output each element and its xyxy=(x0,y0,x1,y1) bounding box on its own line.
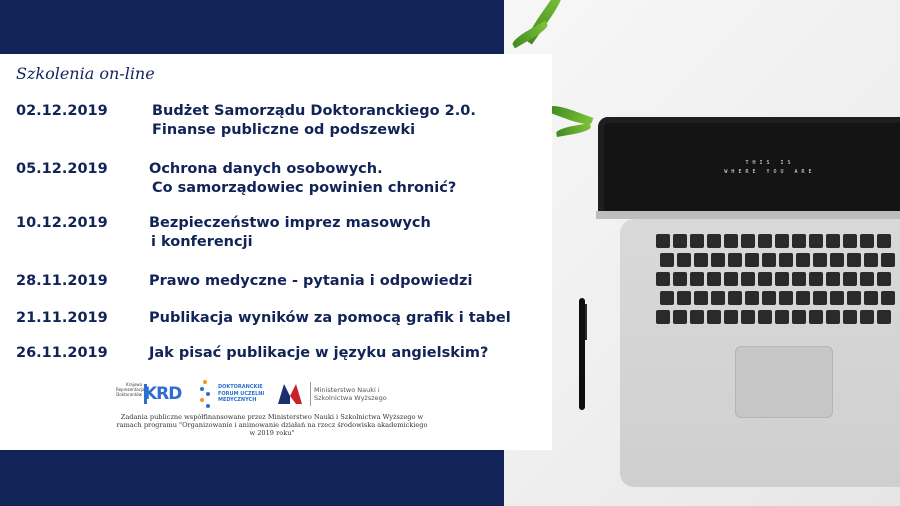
training-row xyxy=(16,309,536,329)
sponsor-logos xyxy=(116,378,436,410)
keyboard-key xyxy=(830,291,844,305)
keyboard-key xyxy=(758,234,772,248)
keyboard-key xyxy=(860,310,874,324)
screen-line-2: WHERE YOU ARE xyxy=(724,169,816,175)
keyboard-key xyxy=(758,310,772,324)
keyboard-key xyxy=(711,291,725,305)
keyboard-key xyxy=(762,291,776,305)
keyboard-key xyxy=(673,272,687,286)
keyboard-key xyxy=(843,272,857,286)
keyboard-key xyxy=(724,310,738,324)
keyboard-key xyxy=(826,310,840,324)
laptop-keyboard xyxy=(656,234,900,330)
keyboard-key xyxy=(826,272,840,286)
keyboard-key xyxy=(707,272,721,286)
keyboard-key xyxy=(843,310,857,324)
keyboard-key xyxy=(775,310,789,324)
training-date: 05.12.2019 xyxy=(16,161,108,177)
keyboard-key xyxy=(881,291,895,305)
keyboard-key xyxy=(843,234,857,248)
keyboard-key xyxy=(728,291,742,305)
keyboard-key xyxy=(809,272,823,286)
training-row xyxy=(16,102,536,142)
keyboard-key xyxy=(690,234,704,248)
ministry-logo-icon xyxy=(278,384,308,404)
keyboard-key xyxy=(673,310,687,324)
keyboard-key xyxy=(694,291,708,305)
keyboard-key xyxy=(775,234,789,248)
dfum-logo-icon xyxy=(196,378,214,410)
dfum-logo-text: DOKTORANCKIE FORUM UCZELNI MEDYCZNYCH xyxy=(218,384,265,403)
training-date: 28.11.2019 xyxy=(16,273,108,289)
pen-clip xyxy=(585,304,587,340)
training-title: Budżet Samorządu Doktoranckiego 2.0. xyxy=(152,103,476,119)
keyboard-key xyxy=(779,291,793,305)
keyboard-key xyxy=(860,234,874,248)
keyboard-key xyxy=(775,272,789,286)
keyboard-key xyxy=(707,234,721,248)
training-title: Ochrona danych osobowych. xyxy=(149,161,383,177)
training-row xyxy=(16,344,536,364)
keyboard-key xyxy=(741,234,755,248)
card-title: Szkolenia on-line xyxy=(16,64,155,83)
keyboard-key xyxy=(847,253,861,267)
laptop-screen xyxy=(598,117,900,217)
keyboard-key xyxy=(779,253,793,267)
keyboard-key xyxy=(724,234,738,248)
keyboard-key xyxy=(660,291,674,305)
keyboard-key xyxy=(813,253,827,267)
keyboard-key xyxy=(741,310,755,324)
keyboard-key xyxy=(792,234,806,248)
training-title: Jak pisać publikacje w języku angielskim? xyxy=(149,345,489,361)
keyboard-key xyxy=(792,310,806,324)
keyboard-key xyxy=(758,272,772,286)
keyboard-key xyxy=(864,253,878,267)
keyboard-key xyxy=(656,272,670,286)
training-subtitle: Finanse publiczne od podszewki xyxy=(152,122,416,138)
training-title: Bezpieczeństwo imprez masowych xyxy=(149,215,431,231)
keyboard-key xyxy=(690,310,704,324)
keyboard-key xyxy=(860,272,874,286)
keyboard-key xyxy=(813,291,827,305)
keyboard-key xyxy=(877,234,891,248)
keyboard-key xyxy=(656,234,670,248)
keyboard-key xyxy=(762,253,776,267)
laptop-hinge xyxy=(596,211,900,219)
keyboard-key xyxy=(881,253,895,267)
keyboard-key xyxy=(741,272,755,286)
keyboard-key xyxy=(796,253,810,267)
keyboard-key xyxy=(847,291,861,305)
training-date: 02.12.2019 xyxy=(16,103,108,119)
keyboard-key xyxy=(792,272,806,286)
training-title: Prawo medyczne - pytania i odpowiedzi xyxy=(149,273,473,289)
keyboard-key xyxy=(660,253,674,267)
keyboard-key xyxy=(656,310,670,324)
keyboard-key xyxy=(745,291,759,305)
keyboard-key xyxy=(677,291,691,305)
keyboard-key xyxy=(728,253,742,267)
keyboard-key xyxy=(673,234,687,248)
keyboard-key xyxy=(877,310,891,324)
screen-line-1: THIS IS xyxy=(745,160,795,166)
keyboard-key xyxy=(711,253,725,267)
keyboard-key xyxy=(690,272,704,286)
training-date: 26.11.2019 xyxy=(16,345,108,361)
ministry-divider xyxy=(310,382,311,406)
krd-logo: KRD xyxy=(144,384,182,404)
keyboard-key xyxy=(830,253,844,267)
laptop-screen-text xyxy=(700,159,840,177)
krd-small-text: Krajowa Reprezentacja Doktorantów xyxy=(116,382,145,397)
keyboard-key xyxy=(877,272,891,286)
funding-footnote: Zadania publiczne współfinansowane przez Ministerstwo Nauki i Szkolnictwa Wyższego w ramach programu "Organizowanie i animowanie działań na rzecz środowiska akademickiego w 2019 roku" xyxy=(116,413,428,438)
training-date: 10.12.2019 xyxy=(16,215,108,231)
training-subtitle: Co samorządowiec powinien chronić? xyxy=(152,180,457,196)
keyboard-key xyxy=(796,291,810,305)
keyboard-key xyxy=(745,253,759,267)
ministry-logo-text: Ministerstwo Nauki i Szkolnictwa Wyższego xyxy=(314,386,387,402)
laptop-trackpad xyxy=(735,346,833,418)
keyboard-key xyxy=(707,310,721,324)
keyboard-key xyxy=(826,234,840,248)
training-row xyxy=(16,214,536,254)
training-row xyxy=(16,272,536,292)
keyboard-key xyxy=(724,272,738,286)
training-row xyxy=(16,160,536,200)
training-subtitle: i konferencji xyxy=(151,234,253,250)
training-title: Publikacja wyników za pomocą grafik i tabel xyxy=(149,310,511,326)
keyboard-key xyxy=(677,253,691,267)
keyboard-key xyxy=(809,234,823,248)
keyboard-key xyxy=(864,291,878,305)
training-date: 21.11.2019 xyxy=(16,310,108,326)
keyboard-key xyxy=(694,253,708,267)
keyboard-key xyxy=(809,310,823,324)
